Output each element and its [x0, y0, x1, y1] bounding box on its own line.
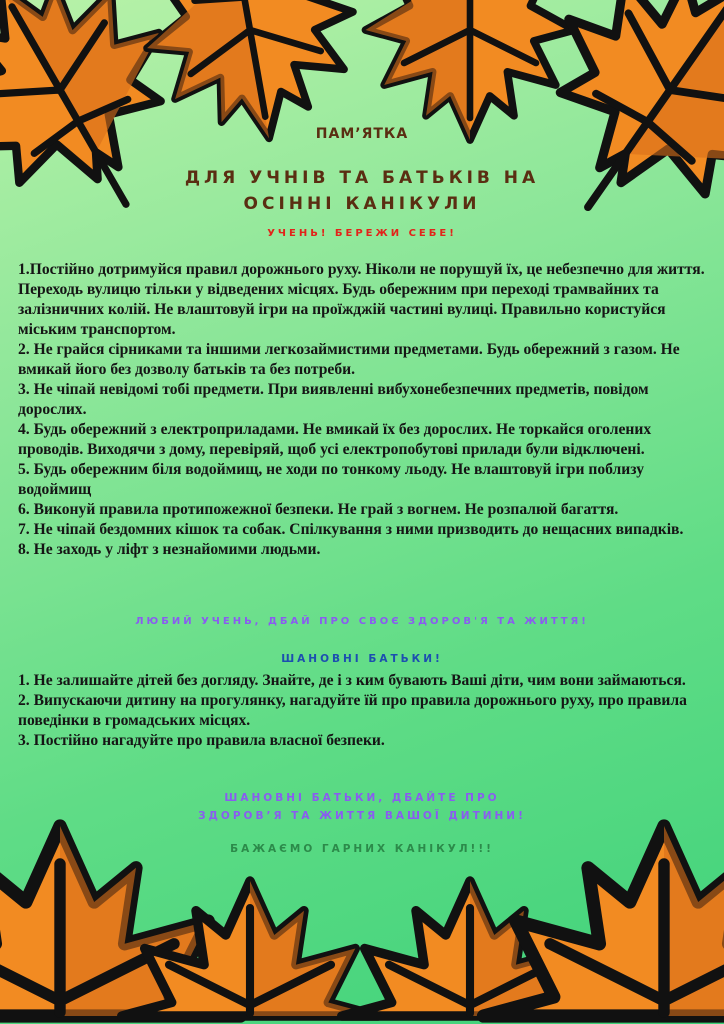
- holiday-wish: БАЖАЄМО ГАРНИХ КАНІКУЛ!!!: [230, 843, 494, 855]
- parents-rules-list: [18, 671, 712, 751]
- page-title: ДЛЯ УЧНІВ ТА БАТЬКІВ НА ОСІННІ КАНІКУЛИ: [184, 168, 540, 214]
- list-item: 3. Не чіпай невідомі тобі предмети. При виявленні вибухонебезпечних предметів, повідом дорослих.: [18, 381, 649, 418]
- list-item: 2. Випускаючи дитину на прогулянку, нагадуйте їй про правила дорожнього руху, про правила поведінки в громадських місцях.: [18, 692, 687, 729]
- students-closing: ЛЮБИЙ УЧЕНЬ, ДБАЙ ПРО СВОЄ ЗДОРОВ'Я ТА ЖИТТЯ!: [135, 616, 589, 627]
- memo-label: ПАМ’ЯТКА: [315, 126, 409, 142]
- list-item: 6. Виконуй правила протипожежної безпеки. Не грай з вогнем. Не розпалюй багаття.: [18, 501, 619, 518]
- maple-leaf-icon: [366, 0, 575, 140]
- parents-closing: ШАНОВНІ БАТЬКИ, ДБАЙТЕ ПРО ЗДОРОВ’Я ТА ЖИТТЯ ВАШОЇ ДИТИНИ!: [198, 792, 526, 822]
- list-item: 8. Не заходь у ліфт з незнайомими людьми.: [18, 541, 321, 558]
- list-item: 5. Будь обережним біля водоймищ, не ходи по тонкому льоду. Не влаштовуй ігри поблизу водоймищ: [18, 461, 645, 498]
- list-item: 2. Не грайся сірниками та іншими легкозаймистими предметами. Будь обережний з газом. Не вмикай його без дозволу батьків та без потреби.: [18, 341, 680, 378]
- list-item: 3. Постійно нагадуйте про правила власної безпеки.: [18, 732, 385, 749]
- parents-heading: ШАНОВНІ БАТЬКИ!: [281, 653, 443, 665]
- students-heading: УЧЕНЬ! БЕРЕЖИ СЕБЕ!: [267, 228, 457, 239]
- students-rules-list: [18, 260, 712, 560]
- list-item: 1.Постійно дотримуйся правил дорожнього руху. Ніколи не порушуй їх, це небезпечно для життя. Переходь вулицю тільки у відведених місцях. Будь обережним при переході трамвайних та залізничних колій. Не влаштовуй ігри на проїжджій частині вулиці. Правильно користуйся міським транспортом.: [18, 261, 705, 338]
- list-item: 1. Не залишайте дітей без догляду. Знайте, де і з ким бувають Ваші діти, чим вони займаються.: [18, 672, 686, 689]
- list-item: 7. Не чіпай бездомних кішок та собак. Спілкування з ними призводить до нещасних випадків.: [18, 521, 684, 538]
- list-item: 4. Будь обережний з електроприладами. Не вмикай їх без дорослих. Не торкайся оголених проводів. Виходячи з дому, перевіряй, щоб усі електропобутові прилади були відключені.: [18, 421, 652, 458]
